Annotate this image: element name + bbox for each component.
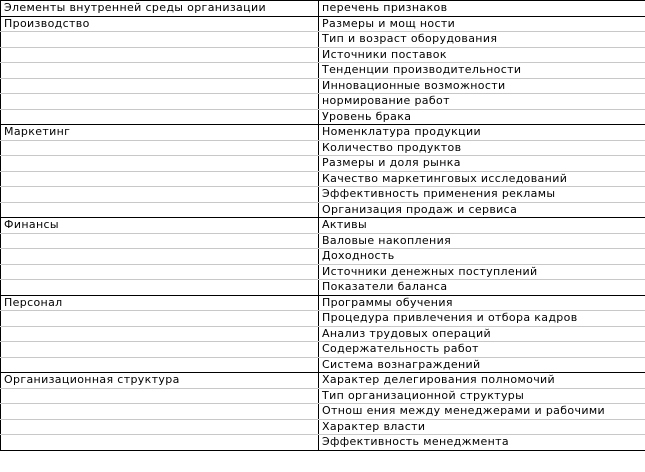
group-name-cell: Финансы [1,218,319,234]
feature-cell: Размеры и мощ ности [319,16,645,32]
table-row [1,295,645,311]
feature-cell: нормирование работ [319,94,645,110]
feature-cell: Тип и возраст оборудования [319,32,645,48]
empty-cell [1,264,319,280]
table-row [1,233,645,249]
group-name-cell: Производство [1,16,319,32]
feature-cell: Тип организационной структуры [319,388,645,404]
empty-cell [1,171,319,187]
header-row [1,1,645,17]
feature-cell: Организация продаж и сервиса [319,202,645,218]
table-row [1,388,645,404]
table-row [1,125,645,141]
table-row [1,47,645,63]
empty-cell [1,47,319,63]
table-row [1,63,645,79]
table-row [1,326,645,342]
feature-cell: Номенклатура продукции [319,125,645,141]
empty-cell [1,94,319,110]
table-row [1,218,645,234]
feature-cell: Процедура привлечения и отбора кадров [319,311,645,327]
empty-cell [1,32,319,48]
empty-cell [1,233,319,249]
empty-cell [1,187,319,203]
feature-cell: Количество продуктов [319,140,645,156]
table-row [1,342,645,358]
feature-cell: Эффективность применения рекламы [319,187,645,203]
feature-cell: Содержательность работ [319,342,645,358]
empty-cell [1,109,319,125]
group-name-cell: Персонал [1,295,319,311]
feature-cell: Уровень брака [319,109,645,125]
empty-cell [1,249,319,265]
empty-cell [1,311,319,327]
feature-cell: Анализ трудовых операций [319,326,645,342]
empty-cell [1,388,319,404]
feature-cell: Источники поставок [319,47,645,63]
table-row [1,156,645,172]
feature-cell: Отнош ения между менеджерами и рабочими [319,404,645,420]
feature-cell: Качество маркетинговых исследований [319,171,645,187]
feature-cell: Инновационные возможности [319,78,645,94]
empty-cell [1,63,319,79]
feature-cell: Источники денежных поступлений [319,264,645,280]
empty-cell [1,156,319,172]
table-row [1,435,645,451]
table-body [1,1,645,451]
table-row [1,311,645,327]
table-row [1,187,645,203]
feature-cell: Размеры и доля рынка [319,156,645,172]
empty-cell [1,326,319,342]
table-row [1,249,645,265]
empty-cell [1,140,319,156]
table-row [1,357,645,373]
feature-cell: Доходность [319,249,645,265]
table-row [1,404,645,420]
table-row [1,16,645,32]
empty-cell [1,78,319,94]
empty-cell [1,202,319,218]
table-row [1,264,645,280]
table-row [1,202,645,218]
table-row [1,78,645,94]
empty-cell [1,419,319,435]
header-features-cell: перечень признаков [319,1,645,17]
feature-cell: Тенденции производительности [319,63,645,79]
empty-cell [1,357,319,373]
feature-cell: Программы обучения [319,295,645,311]
feature-cell: Система вознаграждений [319,357,645,373]
group-name-cell: Организационная структура [1,373,319,389]
table-row [1,373,645,389]
header-elements-cell: Элементы внутренней среды организации [1,1,319,17]
feature-cell: Показатели баланса [319,280,645,296]
empty-cell [1,435,319,451]
table-row [1,32,645,48]
empty-cell [1,280,319,296]
table-row [1,140,645,156]
table-row [1,171,645,187]
feature-cell: Характер делегирования полномочий [319,373,645,389]
table-row [1,109,645,125]
empty-cell [1,404,319,420]
table-row [1,419,645,435]
feature-cell: Эффективность менеджмента [319,435,645,451]
table-row [1,280,645,296]
feature-cell: Активы [319,218,645,234]
table-row [1,94,645,110]
feature-cell: Характер власти [319,419,645,435]
feature-cell: Валовые накопления [319,233,645,249]
group-name-cell: Маркетинг [1,125,319,141]
empty-cell [1,342,319,358]
